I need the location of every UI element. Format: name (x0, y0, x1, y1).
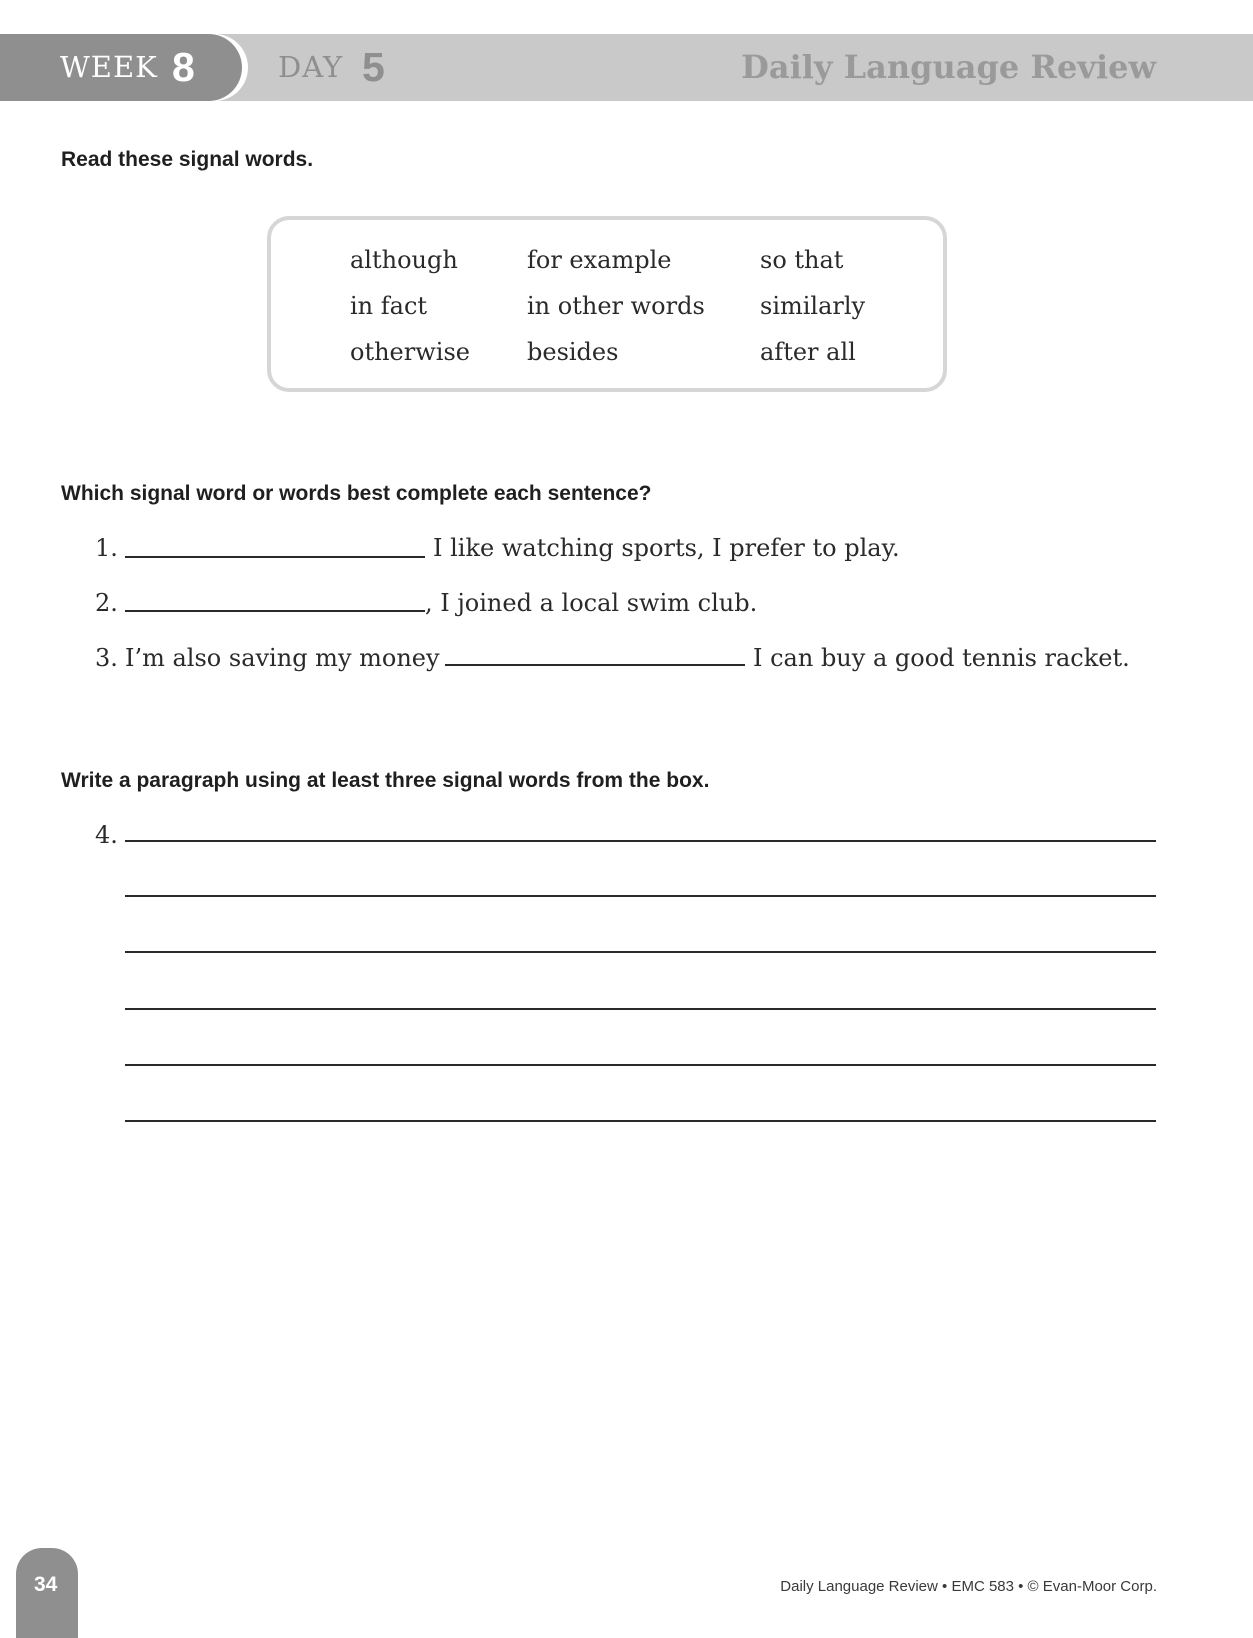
signal-word: similarly (760, 292, 866, 320)
instruction-complete-sentences: Which signal word or words best complete each sentence? (61, 482, 652, 505)
signal-word: in fact (350, 292, 428, 320)
signal-word: although (350, 246, 458, 274)
footer-credit: Daily Language Review • EMC 583 • © Evan-Moor Corp. (780, 1578, 1157, 1595)
writing-line[interactable] (125, 951, 1156, 953)
signal-word: besides (527, 338, 619, 366)
week-number: 8 (172, 44, 195, 90)
page-number: 34 (34, 1573, 58, 1596)
signal-word: so that (760, 246, 844, 274)
item-number: 4. (95, 821, 118, 849)
instruction-read-signal-words: Read these signal words. (61, 148, 314, 171)
answer-blank[interactable] (125, 610, 425, 612)
writing-line[interactable] (125, 840, 1156, 842)
week-label: WEEK (60, 50, 158, 84)
signal-word: otherwise (350, 338, 470, 366)
writing-line[interactable] (125, 895, 1156, 897)
day-label: DAY (278, 50, 344, 84)
signal-word: for example (527, 246, 672, 274)
day-number: 5 (362, 44, 385, 90)
signal-word: in other words (527, 292, 705, 320)
answer-blank[interactable] (445, 664, 745, 666)
sentence-text: I can buy a good tennis racket. (753, 644, 1130, 672)
sentence-text: , I joined a local swim club. (425, 589, 758, 617)
writing-line[interactable] (125, 1008, 1156, 1010)
item-number: 3. (95, 644, 118, 672)
item-number: 1. (95, 534, 118, 562)
writing-line[interactable] (125, 1064, 1156, 1066)
sentence-text: I like watching sports, I prefer to play. (433, 534, 900, 562)
answer-blank[interactable] (125, 556, 425, 558)
sentence-text: I’m also saving my money (125, 644, 440, 672)
series-title: Daily Language Review (741, 48, 1156, 86)
instruction-write-paragraph: Write a paragraph using at least three signal words from the box. (61, 769, 710, 792)
signal-word: after all (760, 338, 856, 366)
item-number: 2. (95, 589, 118, 617)
writing-line[interactable] (125, 1120, 1156, 1122)
